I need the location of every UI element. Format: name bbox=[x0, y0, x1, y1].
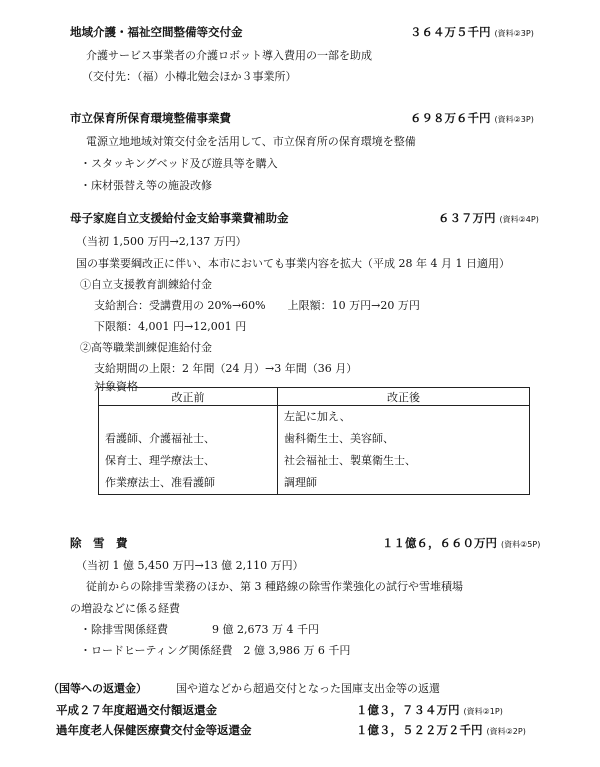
table-cell-before bbox=[99, 406, 278, 495]
item-amount: １億３，７３４万円 bbox=[356, 703, 460, 717]
description-line: 従前からの除排雪業務のほか、第 3 種路線の除雪作業強化の試行や雪堆積場 bbox=[86, 580, 463, 593]
description-line: ・床材張替え等の施設改修 bbox=[80, 179, 212, 192]
item-title: 平成２７年度超過交付額返還金 bbox=[56, 703, 217, 717]
description-line: 支給割合：受講費用の 20%→60% 上限額：10 万円→20 万円 bbox=[94, 299, 420, 312]
cell-line: 左記に加え、 bbox=[284, 410, 351, 423]
item-ref: (資料②5P) bbox=[501, 540, 541, 549]
table-row bbox=[99, 406, 530, 495]
item-title: 過年度老人保健医療費交付金等返還金 bbox=[56, 723, 252, 737]
item-amount-group bbox=[410, 24, 534, 40]
description-line: ・除排雪関係経費 9 億 2,673 万 4 千円 bbox=[80, 623, 319, 636]
section-heading: （国等への返還金） bbox=[48, 682, 147, 695]
item-amount: ６３７万円 bbox=[438, 211, 496, 225]
item-amount-group bbox=[356, 702, 503, 718]
item-ref: (資料②1P) bbox=[463, 707, 503, 716]
item-ref: (資料②3P) bbox=[494, 29, 534, 38]
table-header: 改正後 bbox=[278, 388, 530, 406]
item-amount: １億３，５２２万２千円 bbox=[356, 723, 483, 737]
description-line: ・ロードヒーティング関係経費 2 億 3,986 万 6 千円 bbox=[80, 644, 351, 657]
cell-line: 作業療法士、准看護師 bbox=[105, 476, 215, 489]
table-cell-after bbox=[278, 406, 530, 495]
item-amount: ６９８万６千円 bbox=[410, 111, 491, 125]
section-description: 国や道などから超過交付となった国庫支出金等の返還 bbox=[176, 682, 440, 695]
item-ref: (資料②4P) bbox=[499, 215, 539, 224]
description-line: 下限額：4,001 円→12,001 円 bbox=[94, 320, 247, 333]
table-header-row bbox=[99, 388, 530, 406]
description-line: （交付先：（福）小樽北勉会ほか３事業所） bbox=[82, 70, 297, 83]
item-amount-group bbox=[438, 210, 539, 226]
item-amount-group bbox=[410, 110, 534, 126]
cell-line: 社会福祉士、製菓衛生士、 bbox=[284, 454, 416, 467]
description-line: 介護サービス事業者の介護ロボット導入費用の一部を助成 bbox=[86, 49, 372, 62]
description-line: ・スタッキングベッド及び遊具等を購入 bbox=[80, 157, 278, 170]
item-title: 除 雪 費 bbox=[70, 536, 128, 550]
description-line: 電源立地地域対策交付金を活用して、市立保育所の保育環境を整備 bbox=[86, 135, 416, 148]
table-header: 改正前 bbox=[99, 388, 278, 406]
item-title: 地域介護・福祉空間整備等交付金 bbox=[70, 25, 243, 39]
description-line: 支給期間の上限：2 年間（24 月）→3 年間（36 月） bbox=[94, 362, 358, 375]
description-line: 国の事業要綱改正に伴い、本市においても事業内容を拡大（平成 28 年 4 月 1 日適用） bbox=[76, 257, 510, 270]
item-title: 母子家庭自立支援給付金支給事業費補助金 bbox=[70, 211, 289, 225]
description-line: ②高等職業訓練促進給付金 bbox=[80, 341, 212, 354]
description-line: ①自立支援教育訓練給付金 bbox=[80, 278, 212, 291]
description-line: （当初 1 億 5,450 万円→13 億 2,110 万円） bbox=[76, 559, 304, 572]
item-amount: １１億６，６６０万円 bbox=[382, 536, 497, 550]
qualification-table bbox=[98, 387, 530, 495]
description-line: （当初 1,500 万円→2,137 万円） bbox=[76, 235, 247, 248]
cell-line: 調理師 bbox=[284, 476, 317, 489]
item-ref: (資料②3P) bbox=[494, 115, 534, 124]
description-line: の増設などに係る経費 bbox=[70, 602, 180, 615]
cell-line: 看護師、介護福祉士、 bbox=[105, 432, 215, 445]
cell-line: 歯科衛生士、美容師、 bbox=[284, 432, 394, 445]
item-ref: (資料②2P) bbox=[486, 727, 526, 736]
item-amount-group bbox=[356, 722, 526, 738]
cell-line: 保育士、理学療法士、 bbox=[105, 454, 215, 467]
item-amount: ３６４万５千円 bbox=[410, 25, 491, 39]
description-line: 対象資格 bbox=[94, 380, 138, 393]
item-title: 市立保育所保育環境整備事業費 bbox=[70, 111, 231, 125]
item-amount-group bbox=[382, 535, 540, 551]
